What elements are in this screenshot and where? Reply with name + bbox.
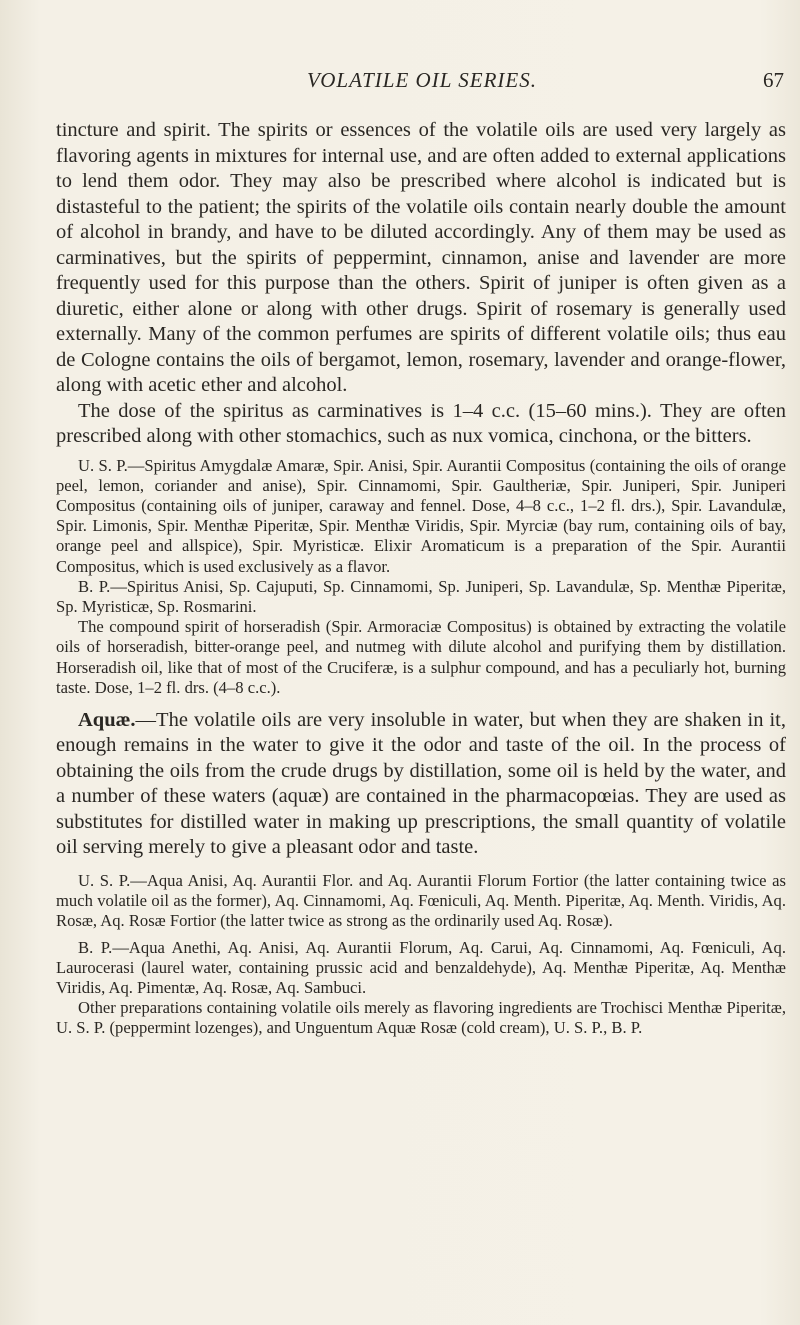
paragraph-aquae	[56, 708, 786, 861]
paragraph-usp-waters: U. S. P.—Aqua Anisi, Aq. Aurantii Flor. and Aq. Aurantii Florum Fortior (the latter containing twice as much volatile oil as the former), Aq. Cinnamomi, Aq. Fœniculi, Aq. Menth. Piperitæ, Aq. Menth. Viridis, Aq. Rosæ, Aq. Rosæ Fortior (the latter twice as strong as the ordinarily used Aq. Rosæ).	[56, 870, 786, 931]
paragraph-bp-spirits: B. P.—Spiritus Anisi, Sp. Cajuputi, Sp. Cinnamomi, Sp. Juniperi, Sp. Lavandulæ, Sp. Menthæ Piperitæ, Sp. Myristicæ, Sp. Rosmarini.	[56, 576, 786, 616]
paragraph-spirits-dose: The dose of the spiritus as carminatives is 1–4 c.c. (15–60 mins.). They are often prescribed along with other stomachics, such as nux vomica, cinchona, or the bitters.	[56, 399, 786, 447]
aquae-heading: Aquæ.	[78, 708, 136, 731]
paragraph-horseradish: The compound spirit of horseradish (Spir. Armoraciæ Compositus) is obtained by extracting the volatile oils of horseradish, bitter-orange peel, and nutmeg with dilute alcohol and purifying them by distillation. Horseradish oil, like that of most of the Cruciferæ, is a sulphur compound, and has a peculiarly hot, burning taste. Dose, 1–2 fl. drs. (4–8 c.c.).	[56, 617, 786, 697]
paragraph-other-preparations: Other preparations containing volatile oils merely as flavoring ingredients are Trochisci Menthæ Piperitæ, U. S. P. (peppermint lozenges), and Unguentum Aquæ Rosæ (cold cream), U. S. P., B. P.	[56, 998, 786, 1038]
running-head: VOLATILE OIL SERIES.	[307, 68, 537, 92]
aquae-text: —The volatile oils are very insoluble in water, but when they are shaken in it, enough remains in the water to give it the odor and taste of the oil. In the process of obtaining the oils from the crude drugs by distillation, some oil is held by the water, and a number of these waters (aquæ) are contained in the pharmacopœias. They are used as substitutes for distilled water in making up prescriptions, the small quantity of volatile oil serving merely to give a pleasant odor and taste.	[56, 708, 786, 859]
page-body	[56, 118, 786, 1039]
paragraph-bp-waters: B. P.—Aqua Anethi, Aq. Anisi, Aq. Aurantii Florum, Aq. Carui, Aq. Cinnamomi, Aq. Fœniculi, Aq. Laurocerasi (laurel water, containing prussic acid and benzaldehyde), Aq. Menthæ Piperitæ, Aq. Menthæ Viridis, Aq. Pimentæ, Aq. Rosæ, Aq. Sambuci.	[56, 937, 786, 997]
paragraph-usp-spirits: U. S. P.—Spiritus Amygdalæ Amaræ, Spir. Anisi, Spir. Aurantii Compositus (containing the oils of orange peel, lemon, coriander and anise), Spir. Cinnamomi, Spir. Gaultheriæ, Spir. Juniperi, Spir. Juniperi Compositus (containing oils of juniper, caraway and fennel. Dose, 4–8 c.c., 1–2 fl. drs.), Spir. Lavandulæ, Spir. Limonis, Spir. Menthæ Piperitæ, Spir. Menthæ Viridis, Spir. Myrciæ (bay rum, containing oils of bay, orange peel and allspice), Spir. Myristicæ. Elixir Aromaticum is a preparation of the Spir. Aurantii Compositus, which is used exclusively as a flavor.	[56, 455, 786, 576]
page-header	[54, 68, 790, 96]
paragraph-spirits-uses: tincture and spirit. The spirits or essences of the volatile oils are used very largely as flavoring agents in mixtures for internal use, and are often added to external applications to lend them odor. They may also be prescribed where alcohol is indicated but is distasteful to the patient; the spirits of the volatile oils contain nearly double the amount of alcohol in brandy, and have to be diluted accordingly. Any of them may be used as carminatives, but the spirits of peppermint, cinnamon, anise and lavender are more frequently used for this purpose than the others. Spirit of juniper is often given as a diuretic, either alone or along with other drugs. Spirit of rosemary is generally used externally. Many of the common perfumes are spirits of different volatile oils; thus eau de Cologne contains the oils of bergamot, lemon, rosemary, lavender and orange-flower, along with acetic ether and alcohol.	[56, 119, 786, 396]
page-number: 67	[763, 68, 784, 92]
